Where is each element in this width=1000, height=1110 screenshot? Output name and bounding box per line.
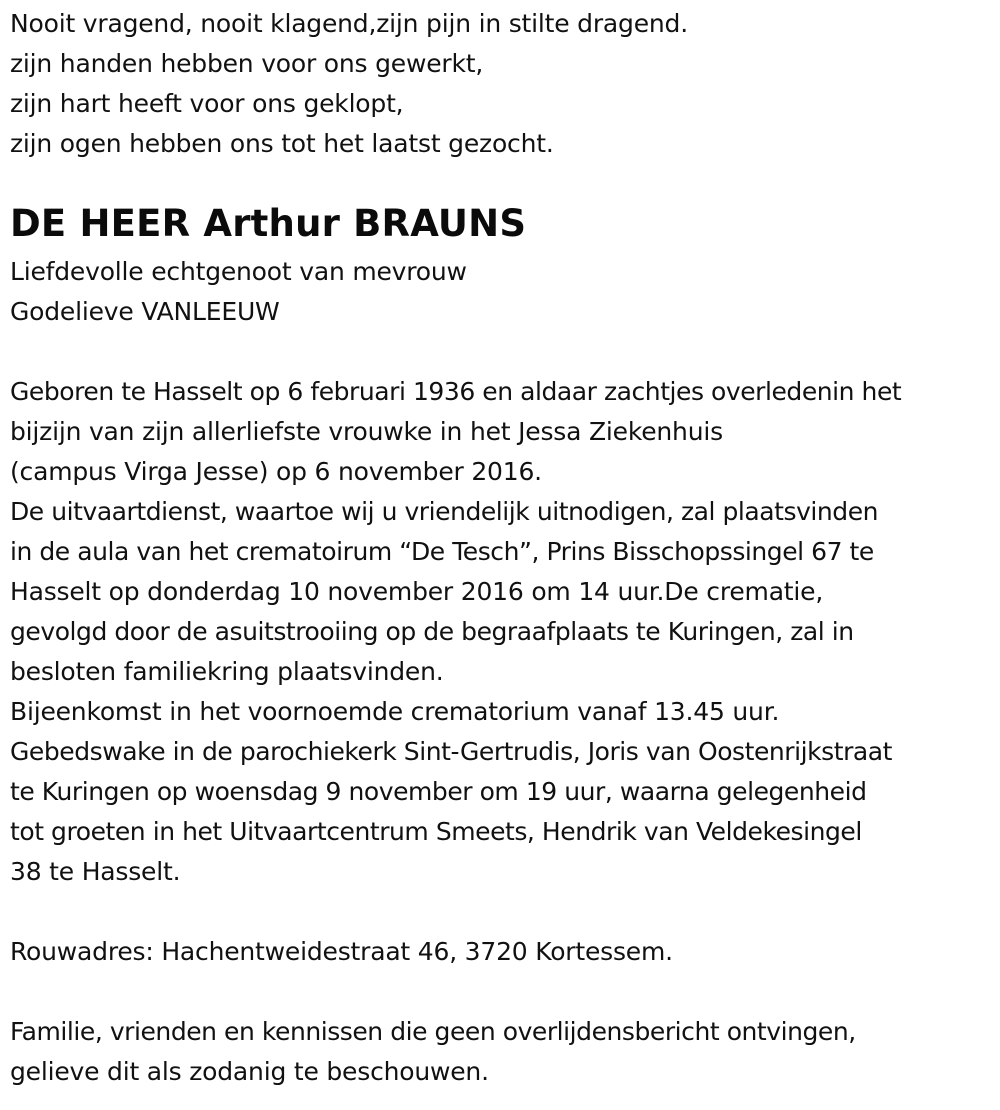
poem-line: zijn handen hebben voor ons gewerkt, [10,49,484,78]
closing-line: Familie, vrienden en kennissen die geen overlijdensbericht ontvingen, [10,1017,856,1046]
poem [10,4,995,164]
body-line: Hasselt op donderdag 10 november 2016 om 14 uur.De crematie, [10,577,824,606]
spouse-line: Liefdevolle echtgenoot van mevrouw [10,257,467,286]
poem-line: zijn ogen hebben ons tot het laatst gezocht. [10,129,554,158]
body-line: te Kuringen op woensdag 9 november om 19 uur, waarna gelegenheid [10,777,867,806]
spouse-name: Godelieve VANLEEUW [10,297,280,326]
spacer [10,972,995,1012]
spacer [10,332,995,372]
poem-line: zijn hart heeft voor ons geklopt, [10,89,404,118]
body-line: gevolgd door de asuitstrooiing op de begraafplaats te Kuringen, zal in [10,617,854,646]
body-line: tot groeten in het Uitvaartcentrum Smeets, Hendrik van Veldekesingel [10,817,862,846]
body-line: Bijeenkomst in het voornoemde crematorium vanaf 13.45 uur. [10,697,780,726]
mourning-address: Rouwadres: Hachentweidestraat 46, 3720 Kortessem. [10,937,673,966]
body-line: De uitvaartdienst, waartoe wij u vriendelijk uitnodigen, zal plaatsvinden [10,497,879,526]
body-line: bijzijn van zijn allerliefste vrouwke in het Jessa Ziekenhuis [10,417,723,446]
announcement-body [10,372,995,892]
spouse-info [10,252,995,332]
body-line: Geboren te Hasselt op 6 februari 1936 en aldaar zachtjes overledenin het [10,377,902,406]
body-line: besloten familiekring plaatsvinden. [10,657,444,686]
spacer [10,892,995,932]
deceased-name: DE HEER Arthur BRAUNS [10,202,527,245]
body-line: Gebedswake in de parochiekerk Sint-Gertrudis, Joris van Oostenrijkstraat [10,737,892,766]
body-line: (campus Virga Jesse) op 6 november 2016. [10,457,542,486]
closing-note [10,1012,995,1092]
poem-line: Nooit vragend, nooit klagend,zijn pijn in stilte dragend. [10,9,688,38]
closing-line: gelieve dit als zodanig te beschouwen. [10,1057,489,1086]
body-line: 38 te Hasselt. [10,857,181,886]
body-line: in de aula van het crematoirum “De Tesch”, Prins Bisschopssingel 67 te [10,537,874,566]
obituary-notice [10,4,995,1092]
